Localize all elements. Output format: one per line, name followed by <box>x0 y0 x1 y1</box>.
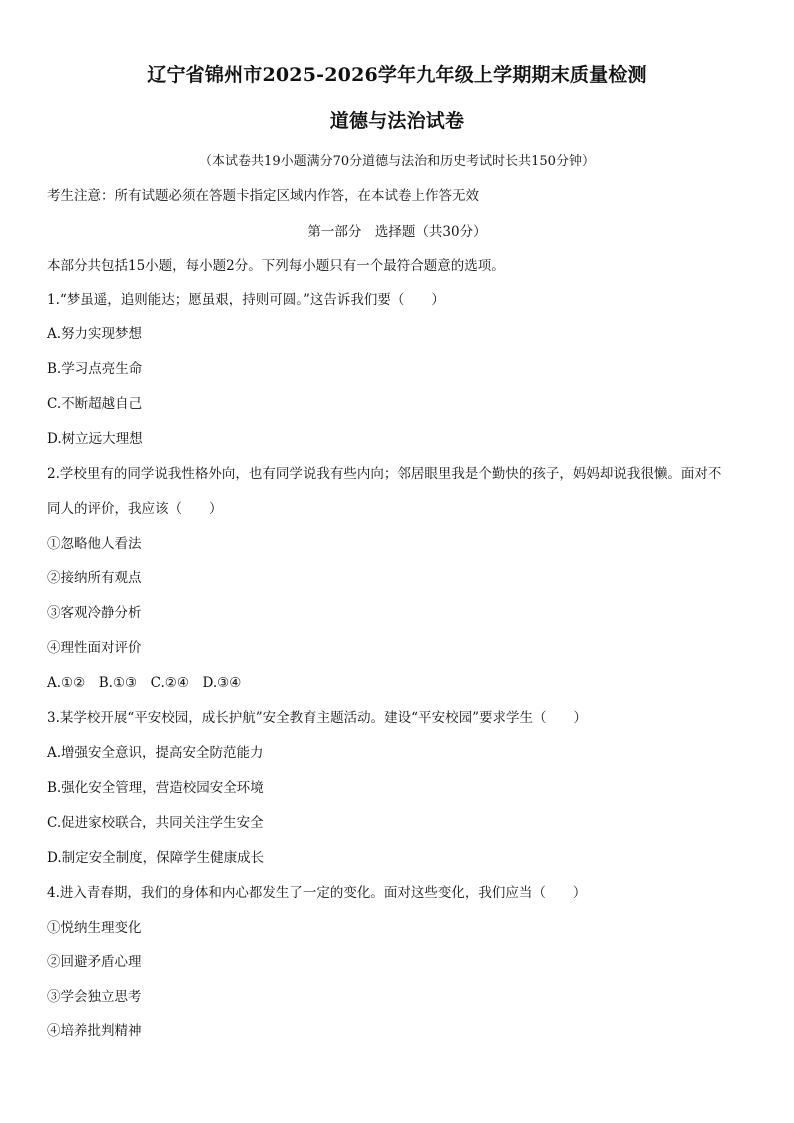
question-1-option-b: B.学习点亮生命 <box>47 361 143 377</box>
question-4-item-4: ④培养批判精神 <box>47 1023 142 1039</box>
question-4-item-2: ②回避矛盾心理 <box>47 954 142 970</box>
question-2-item-1: ①忽略他人看法 <box>47 536 142 552</box>
question-1-option-a: A.努力实现梦想 <box>47 326 143 342</box>
question-1-option-d: D.树立远大理想 <box>47 431 143 447</box>
question-2-choices: A.①② B.①③ C.②④ D.③④ <box>47 675 242 691</box>
question-1-option-c: C.不断超越自己 <box>47 396 143 412</box>
question-2-item-4: ④理性面对评价 <box>47 640 142 656</box>
question-2-item-3: ③客观冷静分析 <box>47 605 142 621</box>
question-3-option-b: B.强化安全管理，营造校园安全环境 <box>47 780 264 796</box>
question-3-option-c: C.促进家校联合，共同关注学生安全 <box>47 815 264 831</box>
question-4-stem: 4.进入青春期，我们的身体和内心都发生了一定的变化。面对这些变化，我们应当（ ） <box>47 885 587 901</box>
exam-title: 辽宁省锦州市2025-2026学年九年级上学期期末质量检测 <box>147 64 647 86</box>
question-3-option-a: A.增强安全意识，提高安全防范能力 <box>47 745 264 761</box>
exam-subtitle: （本试卷共19小题满分70分道德与法治和历史考试时长共150分钟） <box>199 154 595 169</box>
question-4-item-1: ①悦纳生理变化 <box>47 920 142 936</box>
question-1-stem: 1.“梦虽遥，追则能达；愿虽艰，持则可圆。”这告诉我们要（ ） <box>47 292 445 308</box>
exam-subject-title: 道德与法治试卷 <box>329 110 465 132</box>
question-2-stem-line-1: 2.学校里有的同学说我性格外向，也有同学说我有些内向；邻居眼里我是个勤快的孩子，妈妈却说我很懒。面对不 <box>47 466 722 482</box>
section-title: 第一部分 选择题（共30分） <box>307 224 487 240</box>
section-instruction: 本部分共包括15小题，每小题2分。下列每小题只有一个最符合题意的选项。 <box>47 258 505 274</box>
question-4-item-3: ③学会独立思考 <box>47 989 142 1005</box>
question-2-stem-line-2: 同人的评价，我应该（ ） <box>47 501 223 517</box>
question-3-option-d: D.制定安全制度，保障学生健康成长 <box>47 850 265 866</box>
question-2-item-2: ②接纳所有观点 <box>47 570 142 586</box>
question-3-stem: 3.某学校开展“平安校园，成长护航”安全教育主题活动。建设“平安校园”要求学生（ ） <box>47 710 587 726</box>
exam-notice: 考生注意：所有试题必须在答题卡指定区域内作答，在本试卷上作答无效 <box>47 188 479 204</box>
